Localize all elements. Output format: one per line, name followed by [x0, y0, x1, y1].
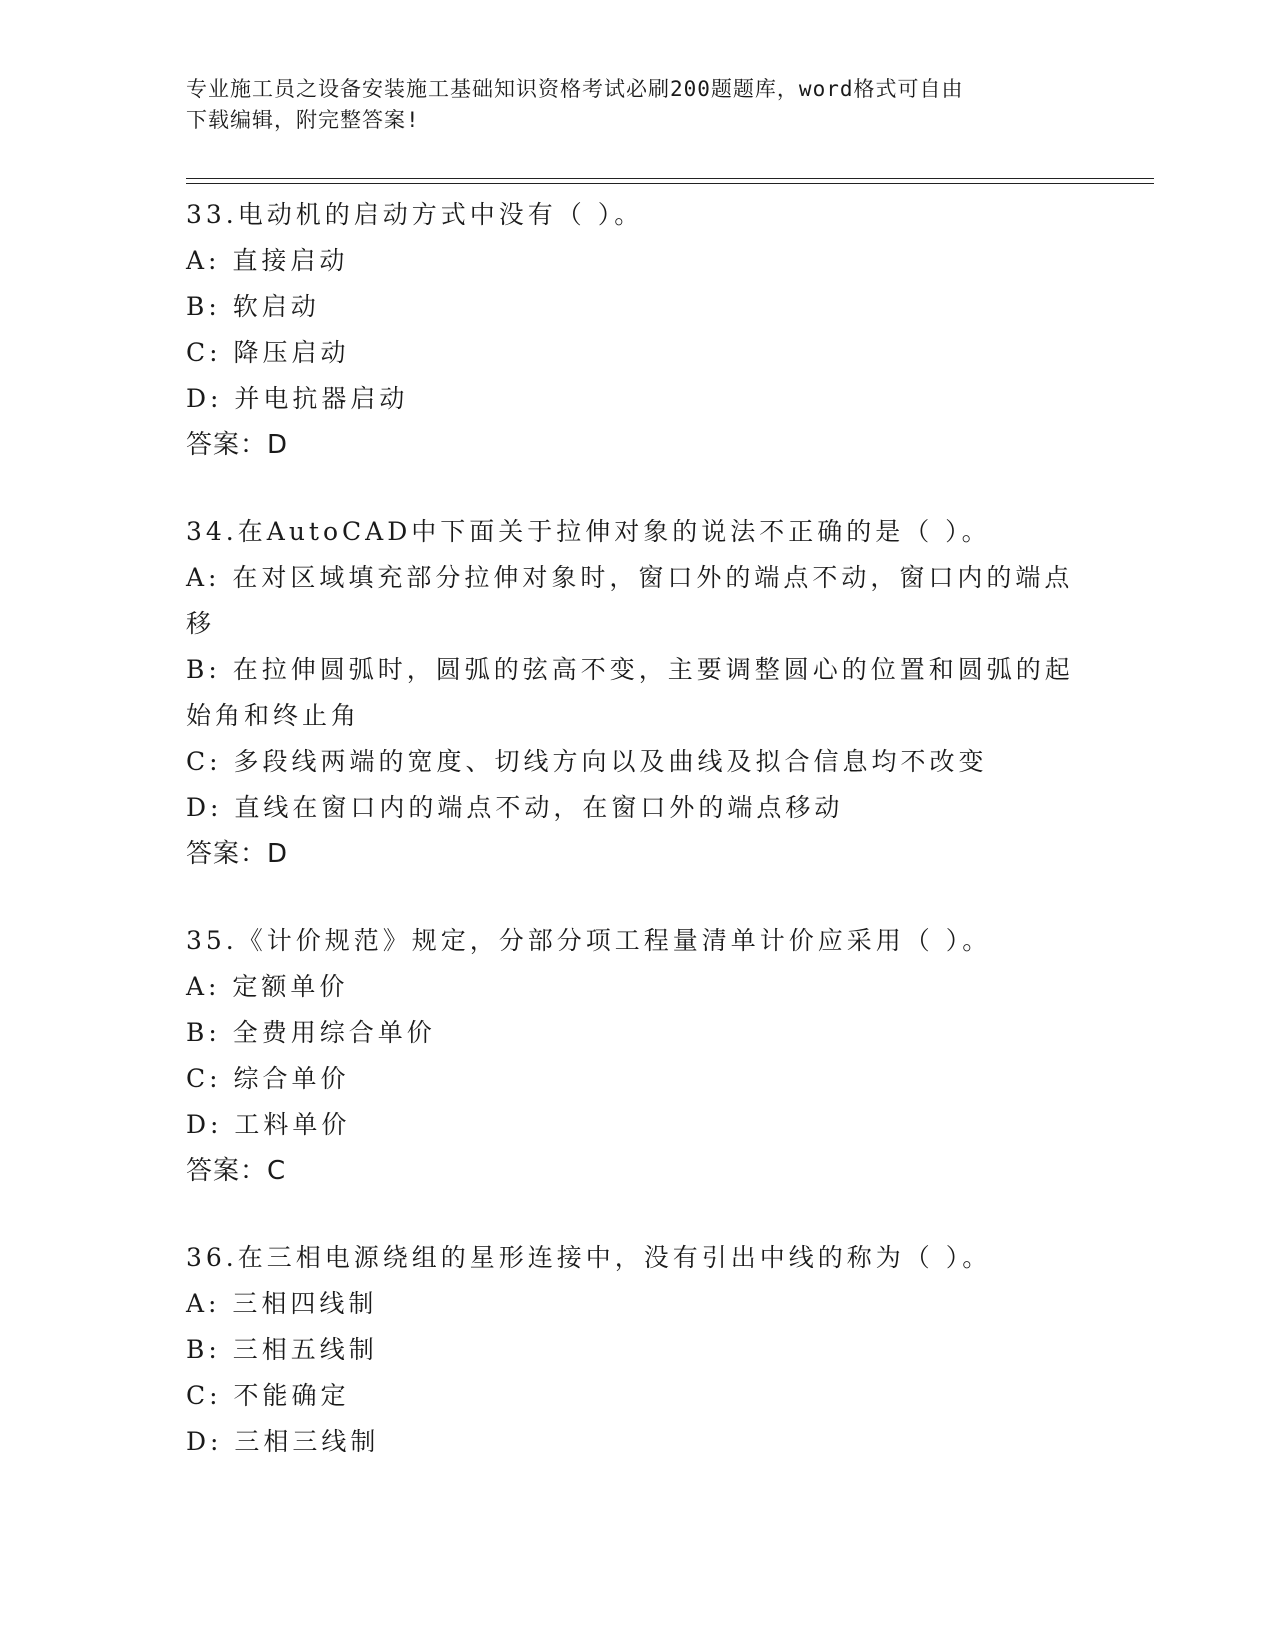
option-d: D: 工料单价: [186, 1110, 351, 1139]
option-b: B: 三相五线制: [186, 1335, 378, 1364]
option-c: C: 综合单价: [186, 1064, 350, 1093]
answer-text: 答案：D: [186, 839, 289, 869]
option-a: A: 直接启动: [186, 246, 349, 275]
option-b: B: 在拉伸圆弧时，圆弧的弦高不变，主要调整圆心的位置和圆弧的起始角和终止角: [186, 655, 1074, 730]
option-b: B: 软启动: [186, 292, 320, 321]
header-title-line-1: 专业施工员之设备安装施工基础知识资格考试必刷200题题库，word格式可自由: [186, 77, 964, 101]
question-stem: 36.在三相电源绕组的星形连接中，没有引出中线的称为（ ）。: [186, 1243, 992, 1272]
question-list: [186, 192, 1086, 1506]
answer-text: 答案：D: [186, 430, 289, 460]
header-title-line-2: 下载编辑，附完整答案!: [186, 108, 420, 132]
question-33: [186, 192, 1086, 468]
option-d: D: 三相三线制: [186, 1427, 380, 1456]
question-35: [186, 918, 1086, 1194]
header-divider-bottom: [186, 183, 1154, 184]
question-stem: 35.《计价规范》规定，分部分项工程量清单计价应采用（ ）。: [186, 926, 992, 955]
option-c: C: 多段线两端的宽度、切线方向以及曲线及拟合信息均不改变: [186, 747, 988, 776]
option-d: D: 并电抗器启动: [186, 384, 409, 413]
option-c: C: 降压启动: [186, 338, 350, 367]
question-stem: 34.在AutoCAD中下面关于拉伸对象的说法不正确的是（ ）。: [186, 517, 991, 546]
answer-text: 答案：C: [186, 1156, 287, 1186]
question-stem: 33.电动机的启动方式中没有（ ）。: [186, 200, 644, 229]
option-d: D: 直线在窗口内的端点不动，在窗口外的端点移动: [186, 793, 844, 822]
option-b: B: 全费用综合单价: [186, 1018, 436, 1047]
document-header: [186, 74, 1086, 136]
option-a: A: 定额单价: [186, 972, 349, 1001]
question-34: [186, 509, 1086, 877]
header-divider-top: [186, 178, 1154, 179]
question-36: [186, 1235, 1086, 1465]
option-a: A: 在对区域填充部分拉伸对象时，窗口外的端点不动，窗口内的端点移: [186, 563, 1074, 638]
option-c: C: 不能确定: [186, 1381, 350, 1410]
option-a: A: 三相四线制: [186, 1289, 378, 1318]
